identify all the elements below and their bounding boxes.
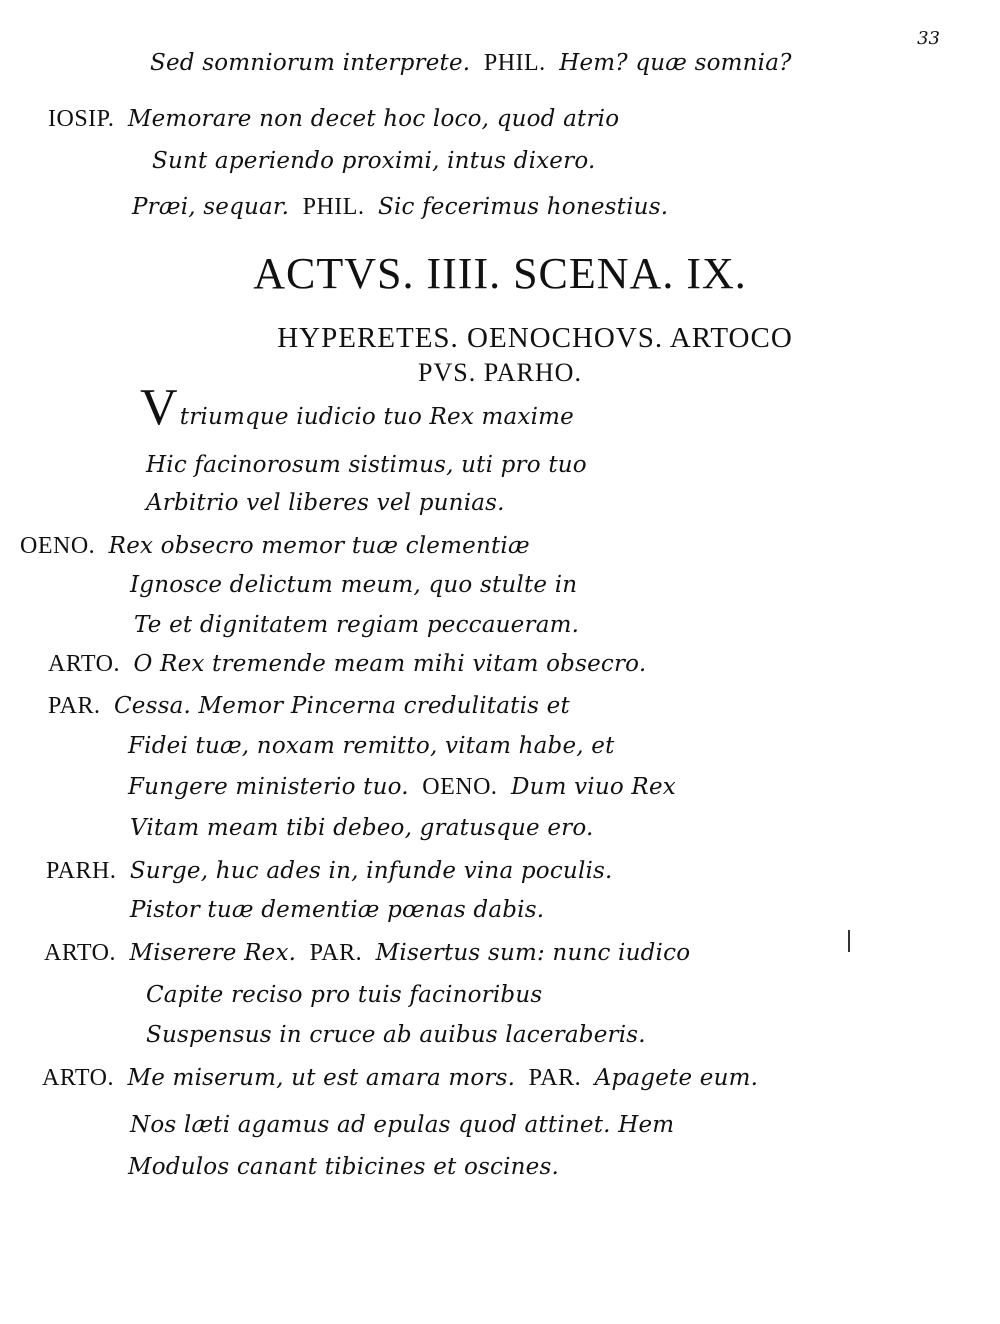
verse-line-14 <box>44 940 690 967</box>
inline-speaker-label: PAR. <box>528 1065 582 1091</box>
speaker-label: ARTO. <box>44 940 116 966</box>
inline-speaker-label: OENO. <box>422 774 498 800</box>
personae-line-1: HYPERETES. OENOCHOVS. ARTOCO <box>277 322 793 354</box>
verse-text-continued: Dum viuo Rex <box>510 774 676 800</box>
verse-line-19 <box>128 1154 559 1180</box>
verse-line-1 <box>140 379 574 436</box>
verse-text: O Rex tremende meam mihi vitam obsecro. <box>133 651 647 677</box>
verse-text: Vitam meam tibi debeo, gratusque ero. <box>130 815 594 841</box>
verse-text: Ignosce delictum meum, quo stulte in <box>130 572 578 598</box>
drop-cap: V <box>140 379 178 436</box>
verse-text: Rex obsecro memor tuæ clementiæ <box>108 533 530 559</box>
verse-line-3 <box>146 490 505 516</box>
personae-line-2: PVS. PARHO. <box>418 358 582 387</box>
verse-text: Sed somniorum interprete. <box>150 50 471 76</box>
verse-text: triumque iudicio tuo Rex maxime <box>179 404 574 430</box>
verse-text: Præi, sequar. <box>132 194 290 220</box>
verse-line-12 <box>46 858 613 885</box>
inline-speaker-label: PHIL. <box>302 194 365 220</box>
top-line-4 <box>132 194 668 221</box>
verse-text: Surge, huc ades in, infunde vina poculis. <box>129 858 613 884</box>
verse-text: Hic facinorosum sistimus, uti pro tuo <box>146 452 587 478</box>
verse-text: Modulos canant tibicines et oscines. <box>128 1154 559 1180</box>
verse-line-8 <box>48 693 570 720</box>
margin-stroke <box>848 930 850 952</box>
verse-line-13 <box>130 897 544 923</box>
verse-text-continued: Misertus sum: nunc iudico <box>375 940 691 966</box>
verse-line-7 <box>48 651 646 678</box>
scene-heading: ACTVS. IIII. SCENA. IX. <box>253 249 747 298</box>
folio-number: 33 <box>917 28 940 49</box>
verse-text: Arbitrio vel liberes vel punias. <box>146 490 505 516</box>
inline-speaker-label: PAR. <box>309 940 363 966</box>
verse-line-11 <box>130 815 594 841</box>
verse-line-15 <box>146 982 542 1008</box>
verse-line-10 <box>128 774 676 801</box>
verse-text-continued: Hem? quæ somnia? <box>559 50 792 76</box>
verse-text: Memorare non decet hoc loco, quod atrio <box>127 106 620 132</box>
speaker-label: PARH. <box>46 858 117 884</box>
verse-text: Fungere ministerio tuo. <box>128 774 409 800</box>
verse-text: Fidei tuæ, noxam remitto, vitam habe, et <box>128 733 615 759</box>
speaker-label: ARTO. <box>42 1065 114 1091</box>
verse-line-4 <box>20 533 530 560</box>
verse-text: Sunt aperiendo proximi, intus dixero. <box>152 148 596 174</box>
top-line-3 <box>152 148 595 174</box>
verse-line-2 <box>146 452 587 478</box>
verse-text-continued: Sic fecerimus honestius. <box>377 194 669 220</box>
verse-text: Te et dignitatem regiam peccaueram. <box>134 612 580 638</box>
speaker-label: IOSIP. <box>48 106 115 132</box>
verse-text: Suspensus in cruce ab auibus laceraberis. <box>146 1022 646 1048</box>
verse-text: Cessa. Memor Pincerna credulitatis et <box>114 693 570 719</box>
verse-line-16 <box>146 1022 646 1048</box>
verse-text-continued: Hem <box>618 1112 675 1138</box>
top-line-1 <box>150 50 792 77</box>
verse-text: Nos læti agamus ad epulas quod attinet. <box>130 1112 611 1138</box>
verse-line-6 <box>134 612 579 638</box>
speaker-label: OENO. <box>20 533 96 559</box>
verse-line-5 <box>130 572 577 598</box>
verse-line-18 <box>130 1112 674 1138</box>
verse-line-17 <box>42 1065 758 1092</box>
verse-text: Me miserum, ut est amara mors. <box>127 1065 516 1091</box>
speaker-label: PAR. <box>48 693 101 719</box>
verse-text: Pistor tuæ dementiæ pœnas dabis. <box>130 897 545 923</box>
speaker-label: ARTO. <box>48 651 120 677</box>
top-line-2 <box>48 106 619 133</box>
verse-text: Miserere Rex. <box>129 940 297 966</box>
verse-text: Capite reciso pro tuis facinoribus <box>146 982 543 1008</box>
verse-line-9 <box>128 733 615 759</box>
inline-speaker-label: PHIL. <box>483 50 546 76</box>
verse-text-continued: Apagete eum. <box>594 1065 759 1091</box>
